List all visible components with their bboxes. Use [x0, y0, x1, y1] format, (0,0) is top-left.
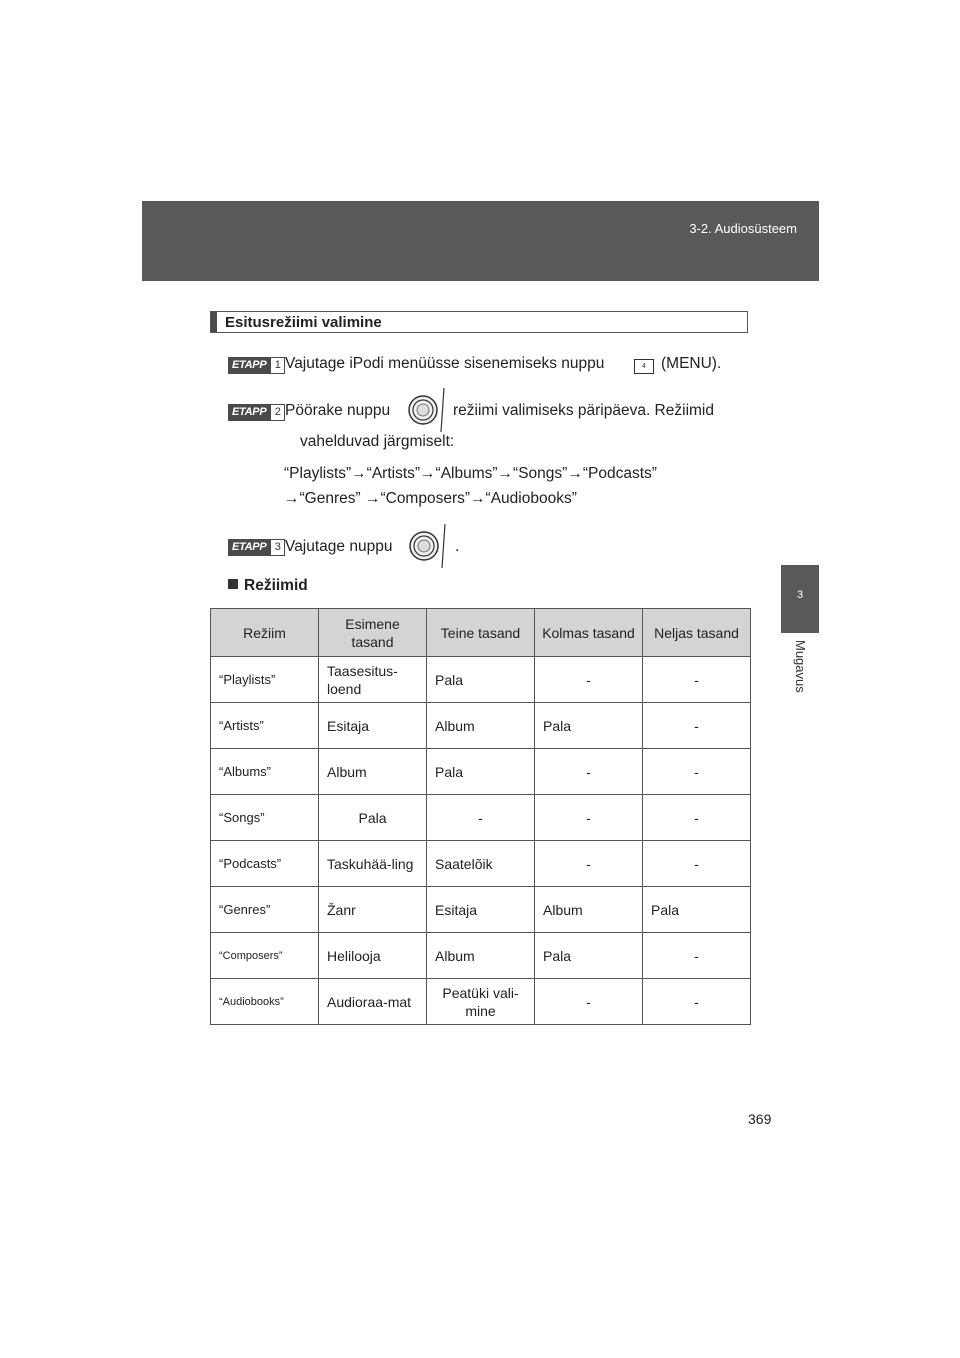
- section-label: 3-2. Audiosüsteem: [689, 221, 797, 236]
- table-cell: -: [535, 749, 643, 795]
- table-cell: “Composers”: [211, 933, 319, 979]
- modes-subheading-text: Režiimid: [244, 577, 308, 594]
- step-badge-label: ETAPP: [228, 539, 270, 556]
- table-cell: -: [535, 841, 643, 887]
- table-cell: Album: [427, 703, 535, 749]
- step-2-badge: [228, 404, 285, 421]
- mode-sequence-line2: →“Genres” →“Composers”→“Audiobooks”: [284, 490, 577, 507]
- chapter-label: Mugavus: [793, 640, 808, 693]
- table-cell: Pala: [427, 657, 535, 703]
- table-cell: “Albums”: [211, 749, 319, 795]
- table-cell: Saatelõik: [427, 841, 535, 887]
- col-header: Režiim: [211, 609, 319, 657]
- table-cell: -: [643, 795, 751, 841]
- table-cell: Pala: [319, 795, 427, 841]
- table-row: [211, 933, 751, 979]
- table-cell: Taskuhää-ling: [319, 841, 427, 887]
- table-cell: Helilooja: [319, 933, 427, 979]
- col-header: Kolmas tasand: [535, 609, 643, 657]
- table-cell: -: [643, 657, 751, 703]
- step-2-text-after: režiimi valimiseks päripäeva. Režiimid: [453, 402, 714, 419]
- step-2-line2: vahelduvad järgmiselt:: [300, 433, 455, 450]
- page-number: 369: [748, 1111, 772, 1127]
- table-cell: “Songs”: [211, 795, 319, 841]
- table-cell: “Artists”: [211, 703, 319, 749]
- modes-subheading: [228, 577, 308, 595]
- section-title-bar: [210, 311, 748, 333]
- chapter-tab: [781, 565, 819, 633]
- step-1-text-after: (MENU).: [661, 355, 722, 372]
- step-3-text-after: .: [455, 538, 460, 555]
- table-cell: -: [427, 795, 535, 841]
- mode-sequence-line1: “Playlists”→“Artists”→“Albums”→“Songs”→“Podcasts”: [284, 465, 657, 482]
- step-badge-number: 3: [270, 539, 285, 556]
- table-cell: -: [643, 749, 751, 795]
- title-accent: [211, 312, 217, 332]
- table-cell: -: [535, 657, 643, 703]
- table-cell: -: [643, 979, 751, 1025]
- col-header: Neljas tasand: [643, 609, 751, 657]
- menu-key-icon: 4: [634, 359, 654, 374]
- table-cell: Audioraa-mat: [319, 979, 427, 1025]
- table-cell: Album: [535, 887, 643, 933]
- header-band: [142, 201, 819, 281]
- chapter-number: 3: [796, 589, 804, 601]
- step-1-text: Vajutage iPodi menüüsse sisenemiseks nuppu: [285, 355, 605, 372]
- modes-table: [210, 608, 751, 1025]
- table-cell: Album: [319, 749, 427, 795]
- table-cell: -: [643, 841, 751, 887]
- step-3-text: Vajutage nuppu: [285, 538, 393, 555]
- table-cell: -: [535, 795, 643, 841]
- table-cell: Taasesitus-loend: [319, 657, 427, 703]
- step-3-badge: [228, 539, 285, 556]
- table-cell: Pala: [427, 749, 535, 795]
- table-row: [211, 795, 751, 841]
- table-cell: Esitaja: [427, 887, 535, 933]
- tune-knob-icon: [406, 522, 454, 570]
- table-cell: “Playlists”: [211, 657, 319, 703]
- table-row: [211, 979, 751, 1025]
- table-cell: “Podcasts”: [211, 841, 319, 887]
- table-cell: -: [643, 933, 751, 979]
- table-cell: Esitaja: [319, 703, 427, 749]
- table-row: [211, 703, 751, 749]
- section-title: Esitusrežiimi valimine: [225, 314, 382, 331]
- step-badge-label: ETAPP: [228, 404, 270, 421]
- step-1-badge: [228, 357, 285, 374]
- table-row: [211, 887, 751, 933]
- table-cell: -: [535, 979, 643, 1025]
- table-cell: -: [643, 703, 751, 749]
- step-badge-label: ETAPP: [228, 357, 270, 374]
- table-cell: Žanr: [319, 887, 427, 933]
- bullet-square-icon: [228, 579, 238, 589]
- table-header-row: [211, 609, 751, 657]
- table-cell: Album: [427, 933, 535, 979]
- table-cell: Peatüki vali-mine: [427, 979, 535, 1025]
- table-row: [211, 657, 751, 703]
- table-cell: Pala: [535, 933, 643, 979]
- table-row: [211, 841, 751, 887]
- step-badge-number: 1: [270, 357, 285, 374]
- col-header: Teine tasand: [427, 609, 535, 657]
- table-cell: “Genres”: [211, 887, 319, 933]
- step-2-text: Pöörake nuppu: [285, 402, 391, 419]
- step-badge-number: 2: [270, 404, 285, 421]
- col-header: Esimene tasand: [319, 609, 427, 657]
- table-row: [211, 749, 751, 795]
- table-cell: Pala: [643, 887, 751, 933]
- table-cell: Pala: [535, 703, 643, 749]
- tune-knob-icon: [405, 386, 453, 434]
- table-cell: “Audiobooks”: [211, 979, 319, 1025]
